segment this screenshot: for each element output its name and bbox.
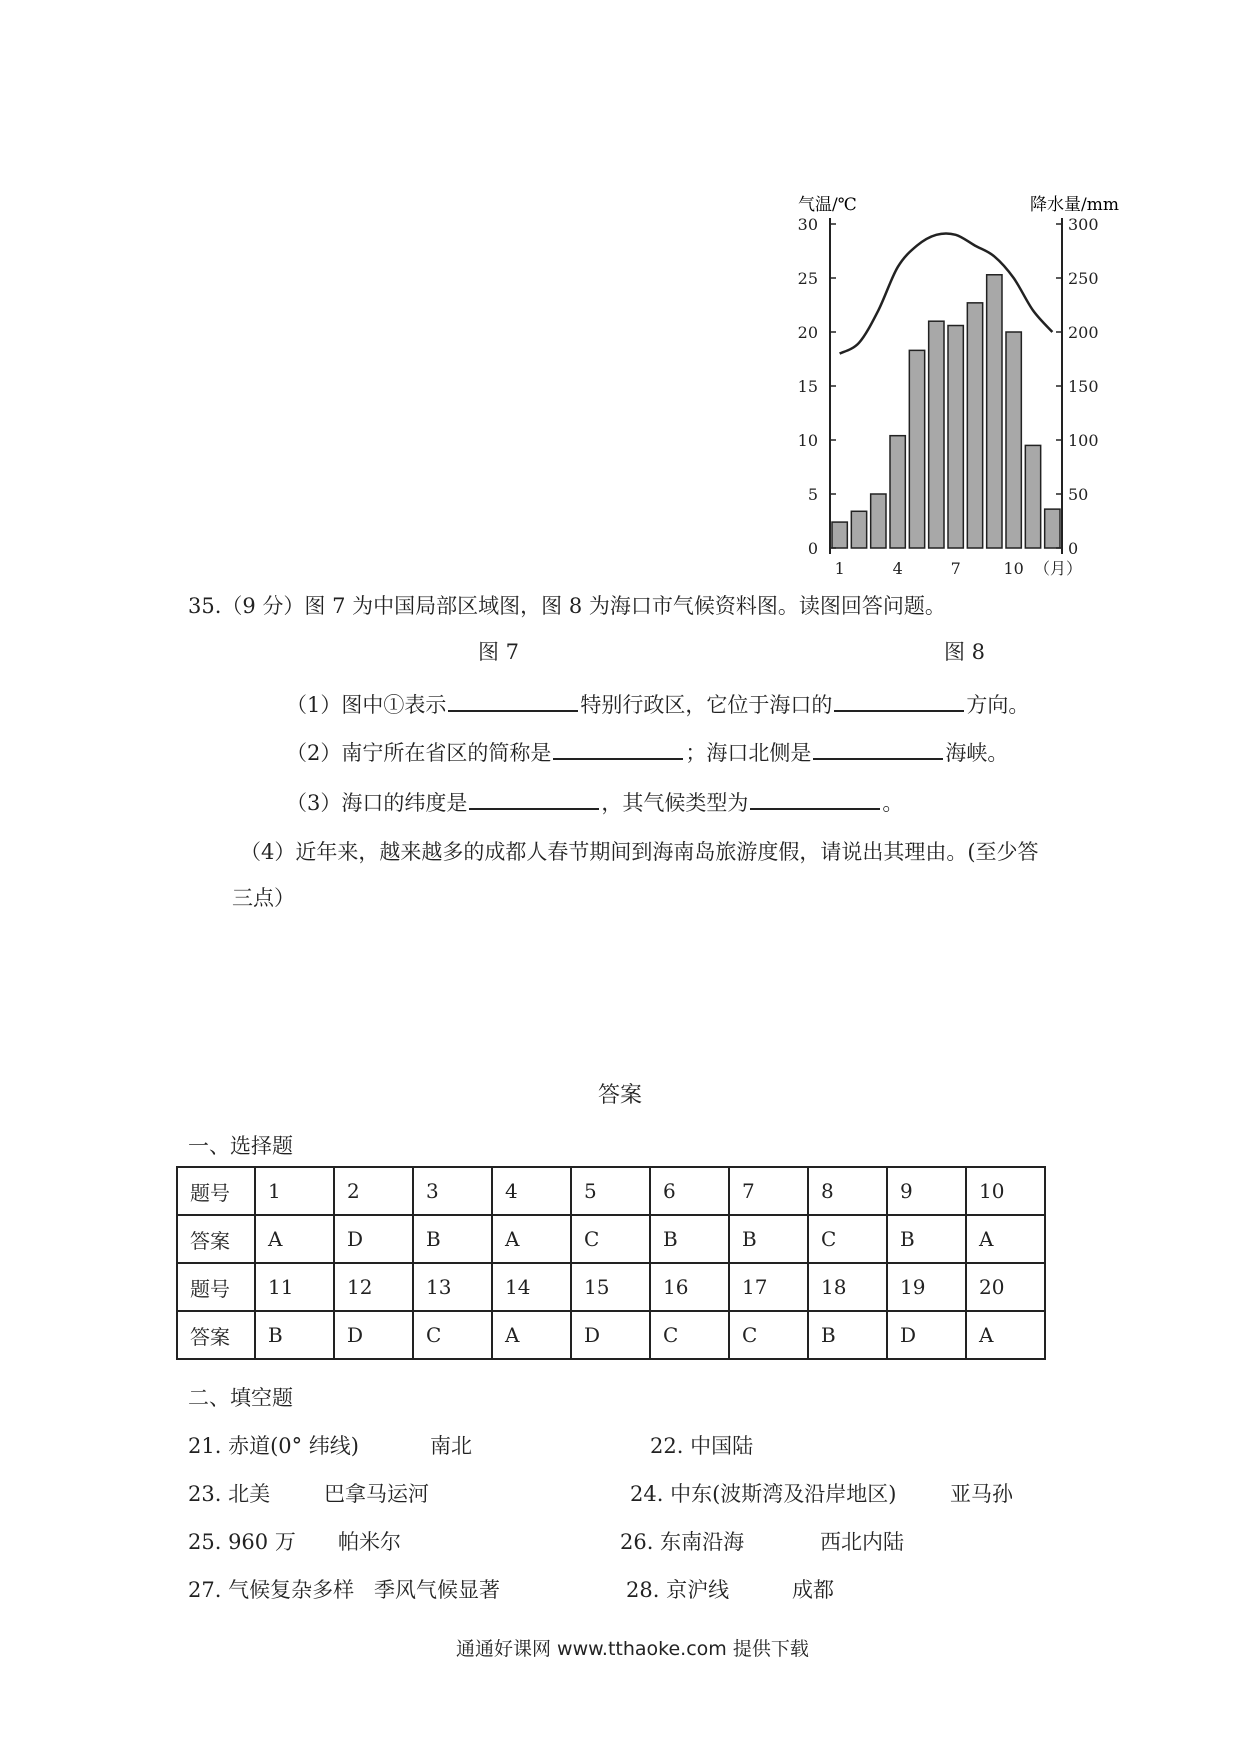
- precipitation-bar: [948, 326, 963, 548]
- answer-table-cell: B: [255, 1311, 334, 1359]
- precipitation-bar: [1045, 509, 1060, 548]
- answer-table-cell: 4: [492, 1167, 571, 1215]
- answer-table-cell: B: [887, 1215, 966, 1263]
- q2-text-a: （2）南宁所在省区的简称是: [286, 741, 552, 765]
- x-tick-label: 1: [834, 559, 845, 578]
- q3-blank-1[interactable]: [469, 786, 599, 810]
- answer-27-b: 季风气候显著: [374, 1578, 500, 1602]
- q2-text-b: ；海口北侧是: [685, 741, 812, 765]
- q1-blank-2[interactable]: [834, 688, 964, 712]
- q2-blank-2[interactable]: [813, 736, 943, 760]
- answer-table-cell: 17: [729, 1263, 808, 1311]
- right-axis-label: 降水量/mm: [1030, 195, 1119, 215]
- answer-table-cell: B: [650, 1215, 729, 1263]
- precipitation-bar: [909, 350, 924, 548]
- right-tick-label: 150: [1068, 377, 1099, 396]
- answer-table-cell: D: [887, 1311, 966, 1359]
- answer-table-cell: 6: [650, 1167, 729, 1215]
- precipitation-bar: [987, 275, 1002, 548]
- answer-25-a: 25. 960 万: [188, 1530, 296, 1554]
- answer-28-b: 成都: [792, 1578, 834, 1602]
- left-tick-label: 15: [797, 377, 818, 396]
- x-tick-label: 4: [892, 559, 903, 578]
- answer-table-cell: 7: [729, 1167, 808, 1215]
- right-tick-label: 100: [1068, 431, 1099, 450]
- answer-table-cell: A: [492, 1215, 571, 1263]
- q3-text-b: ，其气候类型为: [601, 791, 749, 815]
- answer-table-cell: A: [255, 1215, 334, 1263]
- answers-title: 答案: [598, 1083, 643, 1108]
- precipitation-bar: [929, 321, 944, 548]
- left-tick-label: 10: [797, 431, 818, 450]
- answer-table-cell: C: [650, 1311, 729, 1359]
- answer-21-b: 南北: [430, 1434, 472, 1458]
- answer-table-cell: A: [492, 1311, 571, 1359]
- precipitation-bar: [832, 522, 847, 548]
- answer-table-cell: 15: [571, 1263, 650, 1311]
- answer-table-cell: 14: [492, 1263, 571, 1311]
- answer-21-a: 21. 赤道(0° 纬线): [188, 1434, 359, 1458]
- answer-table-cell: D: [334, 1215, 413, 1263]
- answer-27-a: 27. 气候复杂多样: [188, 1578, 355, 1602]
- figure-8-label: 图 8: [944, 640, 986, 664]
- answer-table-row-header: 题号: [177, 1167, 255, 1215]
- answer-table-cell: 1: [255, 1167, 334, 1215]
- section-multiple-choice: 一、选择题: [188, 1134, 293, 1158]
- answer-24-b: 亚马孙: [950, 1482, 1013, 1506]
- answer-24-a: 24. 中东(波斯湾及沿岸地区): [630, 1482, 897, 1506]
- q1-blank-1[interactable]: [448, 688, 578, 712]
- answer-table-cell: 12: [334, 1263, 413, 1311]
- answer-table-row: [177, 1215, 1045, 1263]
- answer-table-cell: B: [808, 1311, 887, 1359]
- question-35-title: 35.（9 分）图 7 为中国局部区域图，图 8 为海口市气候资料图。读图回答问题。: [188, 594, 946, 618]
- answer-26-b: 西北内陆: [820, 1530, 904, 1554]
- answer-table-cell: C: [808, 1215, 887, 1263]
- left-tick-label: 30: [797, 215, 818, 234]
- precipitation-bar: [851, 511, 866, 548]
- left-tick-label: 25: [797, 269, 818, 288]
- answer-table-cell: A: [966, 1311, 1045, 1359]
- answer-table-row-header: 题号: [177, 1263, 255, 1311]
- answer-table-cell: 19: [887, 1263, 966, 1311]
- answer-23-b: 巴拿马运河: [324, 1482, 429, 1506]
- x-tick-label: 7: [950, 559, 961, 578]
- q3-text-c: 。: [882, 791, 904, 815]
- left-tick-label: 5: [807, 485, 818, 504]
- q1-text-c: 方向。: [966, 693, 1030, 717]
- right-tick-label: 250: [1068, 269, 1099, 288]
- answer-table-cell: B: [413, 1215, 492, 1263]
- answer-table-row-header: 答案: [177, 1215, 255, 1263]
- answer-table-cell: D: [571, 1311, 650, 1359]
- answer-table-cell: 10: [966, 1167, 1045, 1215]
- answer-25-b: 帕米尔: [338, 1530, 401, 1554]
- answer-table: [176, 1166, 1046, 1360]
- question-1: [286, 688, 1029, 719]
- right-tick-label: 200: [1068, 323, 1099, 342]
- answer-table-cell: A: [966, 1215, 1045, 1263]
- precipitation-bars: [832, 275, 1060, 548]
- section-fill-in: 二、填空题: [188, 1386, 293, 1410]
- footer-source: 通通好课网 www.tthaoke.com 提供下载: [456, 1638, 809, 1660]
- precipitation-bar: [1006, 332, 1021, 548]
- answer-table-cell: 8: [808, 1167, 887, 1215]
- precipitation-bar: [890, 436, 905, 548]
- answer-table-cell: 18: [808, 1263, 887, 1311]
- answer-23-a: 23. 北美: [188, 1482, 271, 1506]
- right-tick-label: 300: [1068, 215, 1099, 234]
- answer-table-cell: D: [334, 1311, 413, 1359]
- answer-table-cell: 5: [571, 1167, 650, 1215]
- answer-table-cell: 3: [413, 1167, 492, 1215]
- left-axis-label: 气温/℃: [798, 195, 857, 215]
- q2-blank-1[interactable]: [553, 736, 683, 760]
- answer-table-row: [177, 1167, 1045, 1215]
- question-4-line-2: 三点）: [232, 886, 295, 910]
- answer-table-cell: 9: [887, 1167, 966, 1215]
- q1-text-a: （1）图中①表示: [286, 693, 447, 717]
- answer-26-a: 26. 东南沿海: [620, 1530, 745, 1554]
- answer-table-cell: C: [413, 1311, 492, 1359]
- answer-table-cell: 2: [334, 1167, 413, 1215]
- right-tick-label: 0: [1068, 539, 1079, 558]
- precipitation-bar: [1025, 445, 1040, 548]
- answer-table-cell: C: [571, 1215, 650, 1263]
- q2-text-c: 海峡。: [945, 741, 1009, 765]
- answer-table-cell: 13: [413, 1263, 492, 1311]
- figure-7-label: 图 7: [478, 640, 520, 664]
- x-tick-label: 10: [1003, 559, 1024, 578]
- right-tick-label: 50: [1068, 485, 1089, 504]
- q3-text-a: （3）海口的纬度是: [286, 791, 468, 815]
- answer-22: 22. 中国陆: [650, 1434, 754, 1458]
- answer-table-row: [177, 1263, 1045, 1311]
- answer-table-row-header: 答案: [177, 1311, 255, 1359]
- precipitation-bar: [871, 494, 886, 548]
- q3-blank-2[interactable]: [750, 786, 880, 810]
- question-2: [286, 736, 1008, 767]
- answer-table-cell: C: [729, 1311, 808, 1359]
- answer-28-a: 28. 京沪线: [626, 1578, 730, 1602]
- x-unit-label: （月）: [1033, 559, 1083, 578]
- climate-chart: [780, 190, 1119, 580]
- question-4-line-1: （4）近年来，越来越多的成都人春节期间到海南岛旅游度假，请说出其理由。(至少答: [240, 840, 1039, 864]
- left-tick-label: 0: [807, 539, 818, 558]
- answer-table-cell: B: [729, 1215, 808, 1263]
- answer-table-cell: 20: [966, 1263, 1045, 1311]
- precipitation-bar: [967, 303, 982, 548]
- answer-table-cell: 11: [255, 1263, 334, 1311]
- question-3: [286, 786, 903, 817]
- q1-text-b: 特别行政区，它位于海口的: [580, 693, 833, 717]
- answer-table-row: [177, 1311, 1045, 1359]
- answer-table-cell: 16: [650, 1263, 729, 1311]
- left-tick-label: 20: [797, 323, 818, 342]
